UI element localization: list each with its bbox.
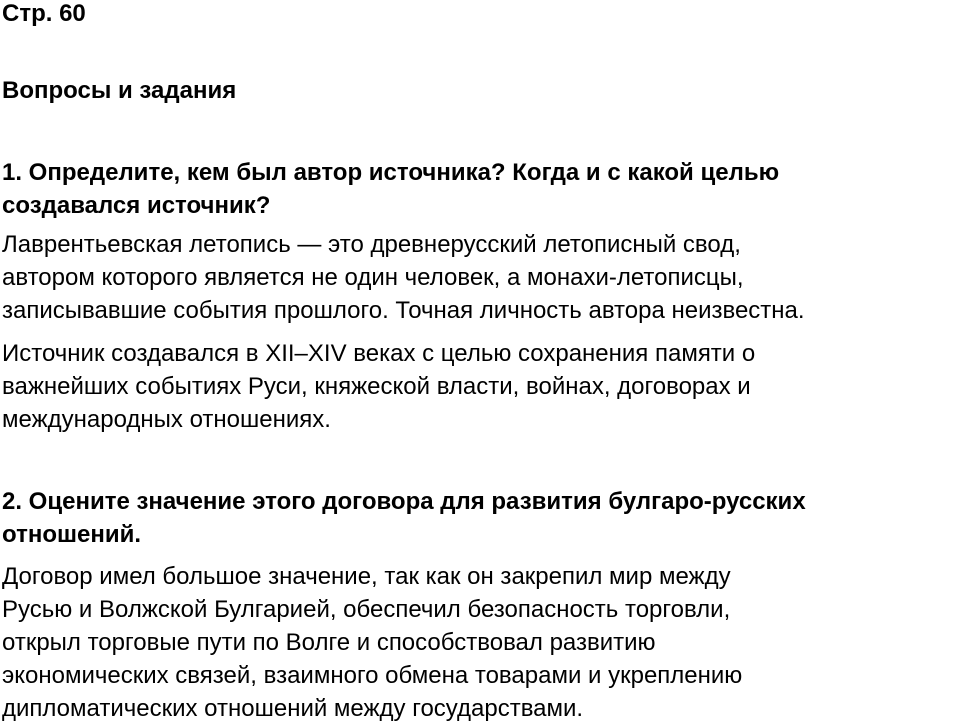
- question-1-line-1: 1. Определите, кем был автор источника? Когда и с какой целью: [2, 159, 780, 186]
- answer-2-p1-line-2: Русью и Волжской Булгарией, обеспечил безопасность торговли,: [2, 596, 731, 623]
- answer-1-paragraph-1: [2, 228, 805, 327]
- answer-2-p1-line-3: открыл торговые пути по Волге и способствовал развитию: [2, 629, 656, 656]
- question-2: [2, 485, 806, 551]
- page-number-label: Стр. 60: [2, 0, 86, 27]
- section-title: Вопросы и задания: [2, 77, 237, 104]
- answer-1-p1-line-2: автором которого является не один человек, а монахи-летописцы,: [2, 264, 744, 291]
- answer-2-p1-line-5: дипломатических отношений между государствами.: [2, 695, 584, 722]
- answer-1-p2-line-2: важнейших событиях Руси, княжеской власти, войнах, договорах и: [2, 373, 751, 400]
- answer-2-p1-line-4: экономических связей, взаимного обмена товарами и укреплению: [2, 662, 743, 689]
- answer-1-p1-line-3: записывавшие события прошлого. Точная личность автора неизвестна.: [2, 297, 805, 324]
- answer-2-p1-line-1: Договор имел большое значение, так как он закрепил мир между: [2, 563, 731, 590]
- question-2-line-1: 2. Оцените значение этого договора для развития булгаро-русских: [2, 488, 806, 515]
- answer-1-p1-line-1: Лаврентьевская летопись — это древнерусский летописный свод,: [2, 231, 741, 258]
- answer-1-p2-line-1: Источник создавался в XII–XIV веках с целью сохранения памяти о: [2, 340, 756, 367]
- question-2-line-2: отношений.: [2, 521, 141, 548]
- question-1: [2, 156, 779, 222]
- answer-1-paragraph-2: [2, 337, 755, 436]
- question-1-line-2: создавался источник?: [2, 192, 271, 219]
- answer-1-p2-line-3: международных отношениях.: [2, 406, 331, 433]
- answer-2-paragraph-1: [2, 560, 742, 725]
